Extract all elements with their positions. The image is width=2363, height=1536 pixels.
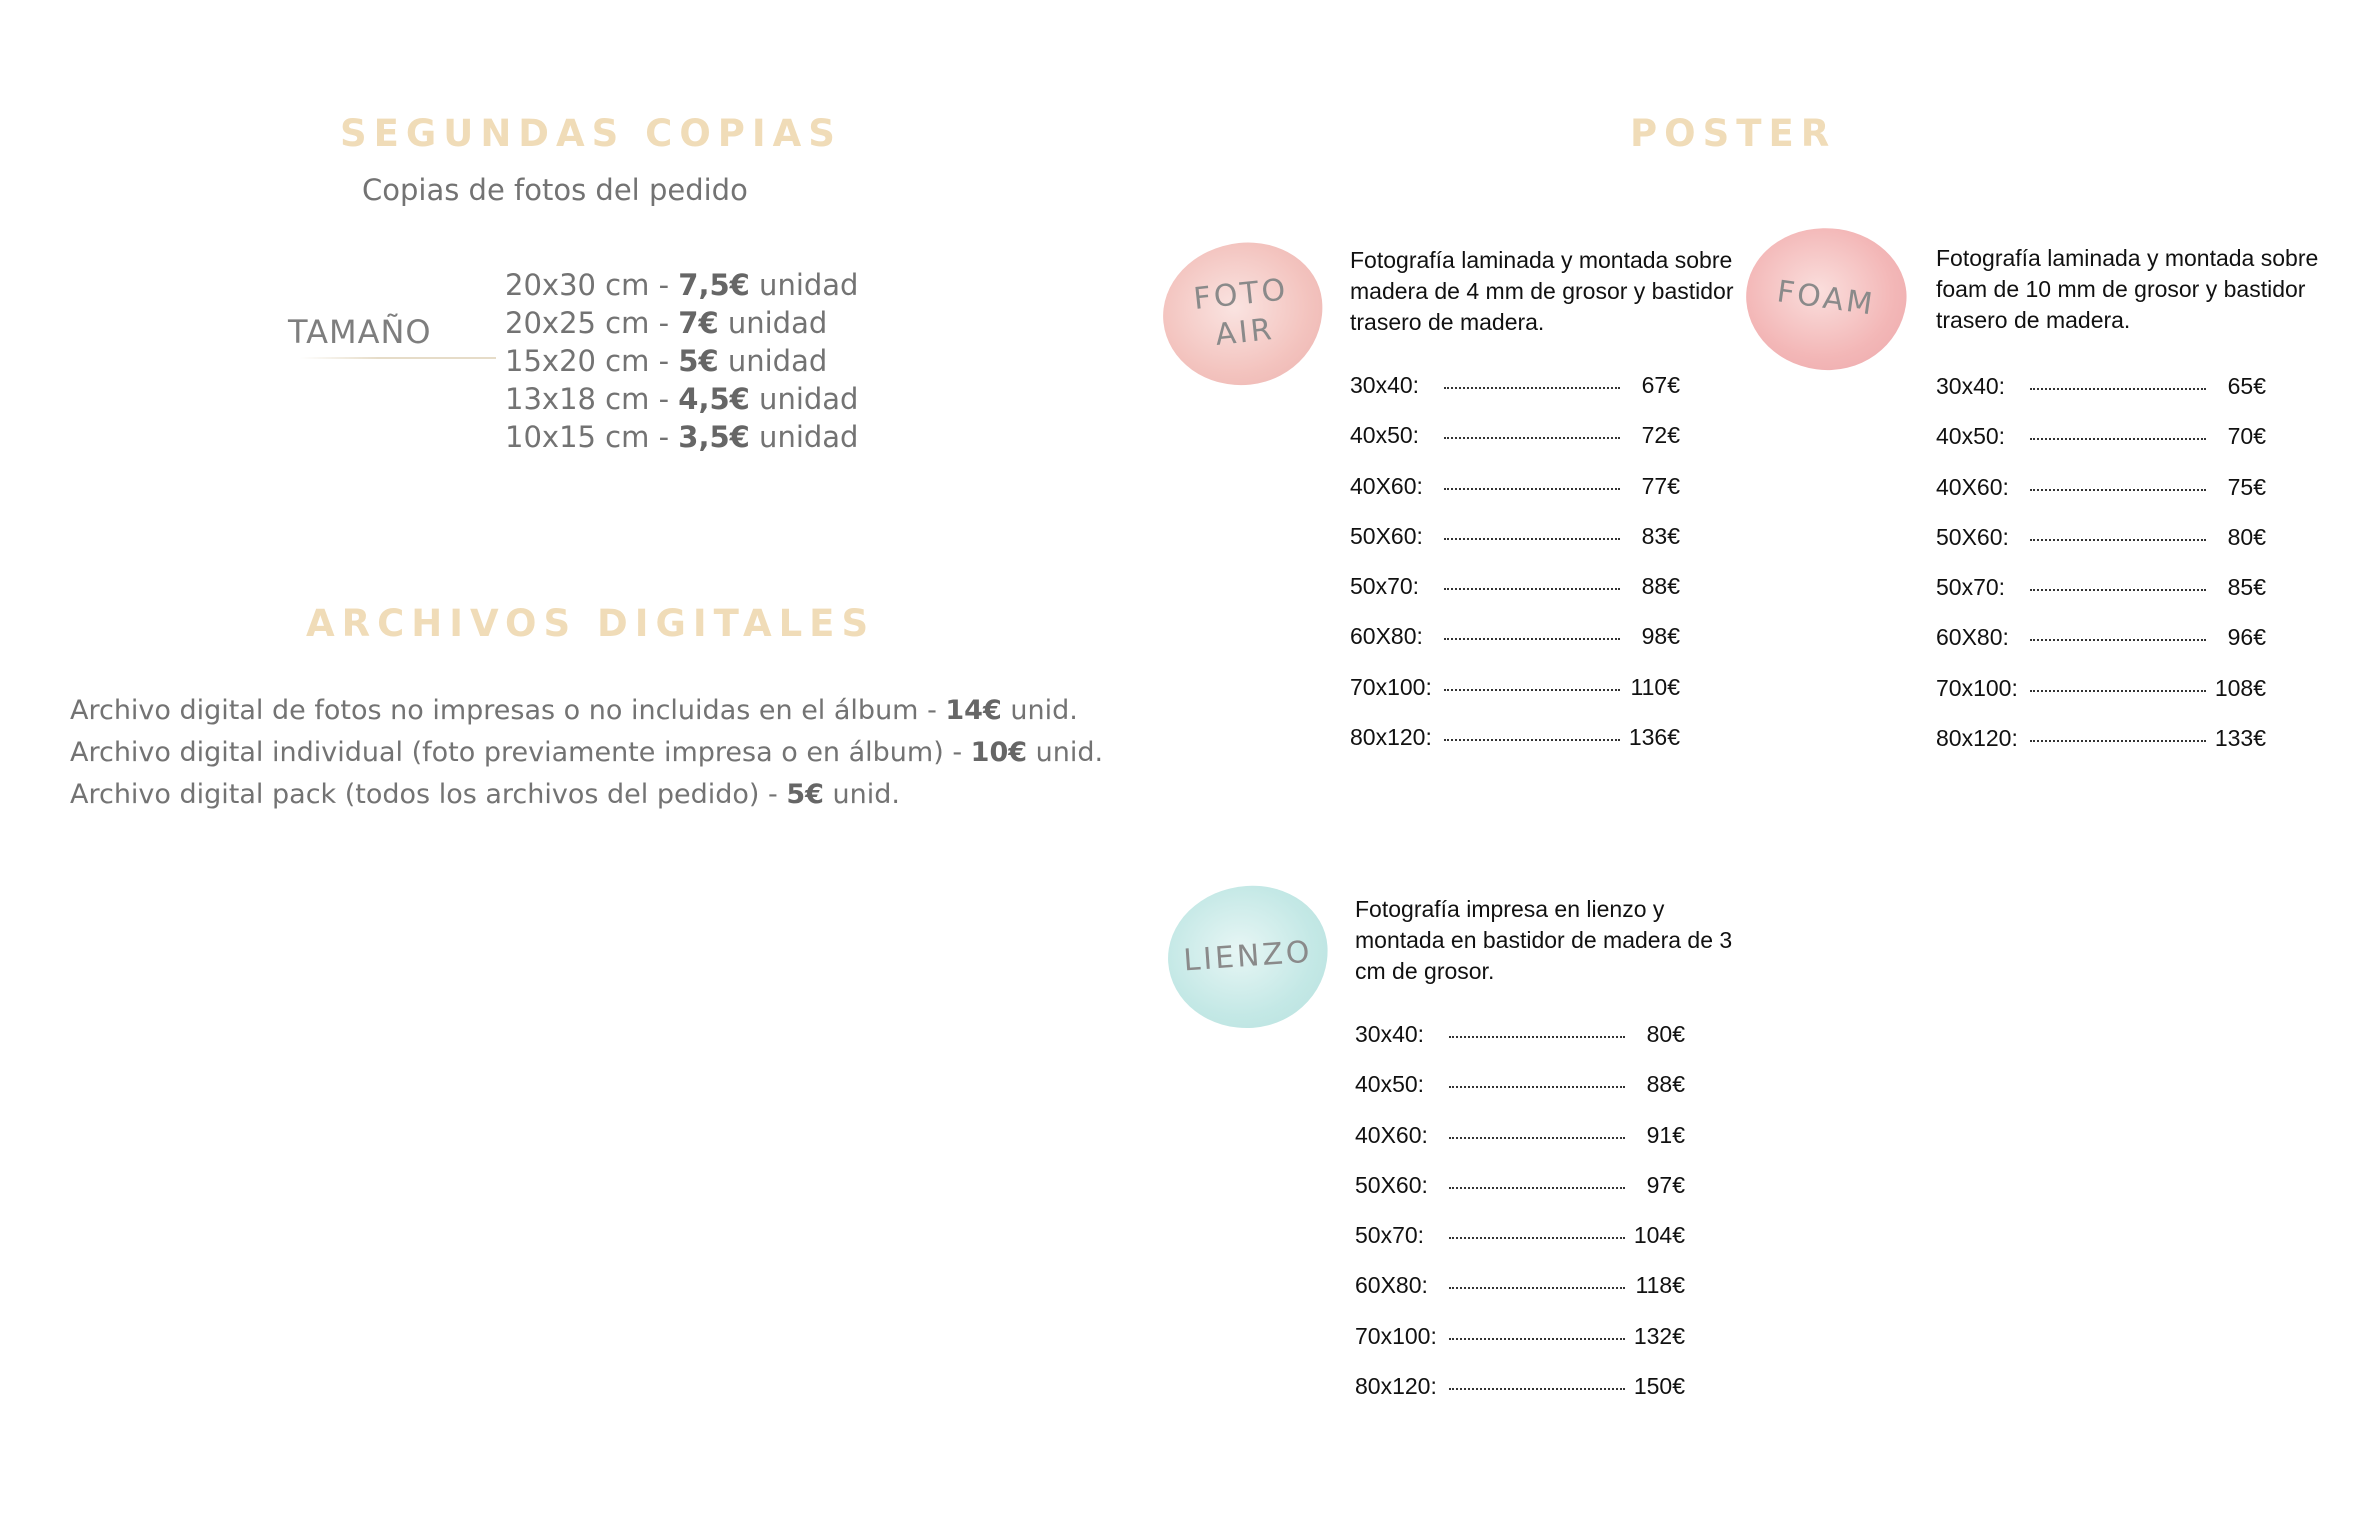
copy-price: 5€ xyxy=(678,344,719,378)
poster-title: POSTER xyxy=(1630,112,1837,155)
price-row xyxy=(1936,373,2266,423)
digital-file-price: 14€ xyxy=(945,695,1002,726)
price-value: 104€ xyxy=(1633,1222,1685,1249)
digital-file-price: 10€ xyxy=(970,737,1028,768)
price-value: 133€ xyxy=(2214,725,2266,752)
price-size: 50x70: xyxy=(1355,1222,1425,1249)
foto-air-badge xyxy=(1156,235,1330,393)
copy-unit: unidad xyxy=(749,420,859,454)
price-row xyxy=(1350,573,1680,623)
copy-size: 10x15 cm - xyxy=(505,420,679,454)
price-value: 65€ xyxy=(2227,373,2266,399)
foam-badge-label: FOAM xyxy=(1774,274,1878,323)
price-value: 98€ xyxy=(1641,623,1680,650)
dot-leader xyxy=(1449,1338,1625,1340)
digital-file-item xyxy=(70,732,1103,774)
price-value: 96€ xyxy=(2227,624,2266,651)
copy-price: 4,5€ xyxy=(678,382,750,416)
copy-size-row xyxy=(505,304,858,342)
copy-size: 13x18 cm - xyxy=(505,382,679,416)
price-size: 40x50: xyxy=(1355,1071,1425,1098)
copy-size: 15x20 cm - xyxy=(505,344,679,378)
dot-leader xyxy=(1444,387,1620,389)
dot-leader xyxy=(1444,689,1620,691)
copy-size: 20x25 cm - xyxy=(505,306,679,340)
price-value: 72€ xyxy=(1641,422,1680,449)
dot-leader xyxy=(2030,489,2206,491)
dot-leader xyxy=(1449,1388,1625,1390)
price-row xyxy=(1350,523,1680,573)
price-value: 110€ xyxy=(1630,673,1680,700)
price-size: 40x50: xyxy=(1350,422,1420,449)
copy-size-row xyxy=(505,266,858,304)
price-row xyxy=(1355,1021,1685,1071)
price-row xyxy=(1936,725,2266,775)
price-value: 88€ xyxy=(1646,1071,1685,1098)
price-value: 77€ xyxy=(1641,472,1680,499)
dot-leader xyxy=(1449,1287,1625,1289)
price-size: 60X80: xyxy=(1350,623,1423,650)
dot-leader xyxy=(2030,388,2206,390)
digital-file-unit: unid. xyxy=(1001,695,1078,726)
price-size: 80x120: xyxy=(1350,724,1432,751)
lienzo-description: Fotografía impresa en lienzo y montada en bastidor de madera de 3 cm de grosor. xyxy=(1355,896,1733,984)
copy-price: 3,5€ xyxy=(678,420,750,454)
price-size: 30x40: xyxy=(1355,1021,1425,1047)
price-row xyxy=(1350,623,1680,673)
digital-file-text: Archivo digital de fotos no impresas o no incluidas en el álbum - xyxy=(70,695,946,726)
dot-leader xyxy=(1444,638,1620,640)
digital-file-item xyxy=(70,774,1103,816)
price-row xyxy=(1936,624,2266,674)
price-size: 30x40: xyxy=(1350,372,1420,398)
dot-leader xyxy=(1449,1086,1625,1088)
digital-file-unit: unid. xyxy=(823,779,900,810)
price-row xyxy=(1355,1323,1685,1373)
price-value: 150€ xyxy=(1633,1373,1685,1400)
digital-file-item xyxy=(70,690,1103,732)
price-row xyxy=(1355,1222,1685,1272)
price-size: 50x70: xyxy=(1350,573,1420,600)
copy-unit: unidad xyxy=(718,306,828,340)
foto-air-badge-line1: FOTO xyxy=(1191,272,1290,317)
price-value: 132€ xyxy=(1633,1322,1685,1349)
segundas-copias-subtitle: Copias de fotos del pedido xyxy=(362,173,748,207)
digital-file-unit: unid. xyxy=(1027,737,1104,768)
dot-leader xyxy=(1449,1137,1625,1139)
price-size: 70x100: xyxy=(1355,1322,1437,1349)
price-size: 40X60: xyxy=(1355,1121,1428,1148)
dot-leader xyxy=(2030,589,2206,591)
foto-air-description: Fotografía laminada y montada sobre madera de 4 mm de grosor y bastidor trasero de madera. xyxy=(1350,247,1734,335)
foam-description: Fotografía laminada y montada sobre foam de 10 mm de grosor y bastidor trasero de madera. xyxy=(1936,245,2319,333)
price-size: 60X80: xyxy=(1355,1272,1428,1299)
price-value: 67€ xyxy=(1641,372,1680,398)
price-size: 40x50: xyxy=(1936,423,2006,450)
dot-leader xyxy=(1449,1187,1625,1189)
foam-badge xyxy=(1737,218,1915,381)
copy-size-row xyxy=(505,380,858,418)
dot-leader xyxy=(2030,740,2206,742)
price-value: 85€ xyxy=(2227,574,2266,601)
size-label: TAMAÑO xyxy=(288,313,432,351)
price-size: 50X60: xyxy=(1936,523,2009,550)
price-value: 91€ xyxy=(1646,1121,1685,1148)
dot-leader xyxy=(1444,588,1620,590)
price-row xyxy=(1350,724,1680,774)
price-size: 50X60: xyxy=(1355,1171,1428,1198)
segundas-copias-title: SEGUNDAS COPIAS xyxy=(340,112,842,155)
copy-price: 7,5€ xyxy=(678,268,750,302)
price-row xyxy=(1355,1373,1685,1423)
foam-price-table xyxy=(1936,373,2266,775)
dot-leader xyxy=(2030,539,2206,541)
price-row xyxy=(1936,524,2266,574)
lienzo-price-table xyxy=(1355,1021,1685,1423)
copy-unit: unidad xyxy=(718,344,828,378)
price-value: 108€ xyxy=(2214,674,2266,701)
price-row xyxy=(1355,1071,1685,1121)
price-value: 136€ xyxy=(1628,724,1680,751)
digital-file-text: Archivo digital individual (foto previamente impresa o en álbum) - xyxy=(70,737,971,768)
dot-leader xyxy=(2030,690,2206,692)
copy-size-row xyxy=(505,418,858,456)
price-size: 80x120: xyxy=(1355,1373,1437,1400)
price-size: 50X60: xyxy=(1350,522,1423,549)
price-value: 118€ xyxy=(1635,1272,1685,1299)
price-size: 60X80: xyxy=(1936,624,2009,651)
price-size: 50x70: xyxy=(1936,574,2006,601)
price-row xyxy=(1350,473,1680,523)
price-row xyxy=(1355,1122,1685,1172)
price-value: 88€ xyxy=(1641,573,1680,600)
dot-leader xyxy=(1444,488,1620,490)
dot-leader xyxy=(1449,1036,1625,1038)
price-row xyxy=(1355,1272,1685,1322)
price-size: 80x120: xyxy=(1936,725,2018,752)
price-size: 30x40: xyxy=(1936,373,2006,399)
price-row xyxy=(1936,423,2266,473)
price-row xyxy=(1936,474,2266,524)
price-size: 40X60: xyxy=(1936,473,2009,500)
dot-leader xyxy=(2030,639,2206,641)
dot-leader xyxy=(1444,437,1620,439)
price-row xyxy=(1355,1172,1685,1222)
copy-size: 20x30 cm - xyxy=(505,268,679,302)
foto-air-price-table xyxy=(1350,372,1680,774)
lienzo-badge-label: LIENZO xyxy=(1182,934,1314,979)
price-size: 70x100: xyxy=(1936,674,2018,701)
price-row xyxy=(1350,372,1680,422)
dot-leader xyxy=(1444,538,1620,540)
archivos-digitales-title: ARCHIVOS DIGITALES xyxy=(306,602,876,645)
copy-unit: unidad xyxy=(749,382,859,416)
digital-file-price: 5€ xyxy=(786,779,824,810)
foto-air-badge-line2: AIR xyxy=(1213,311,1277,353)
price-value: 97€ xyxy=(1646,1171,1685,1198)
price-value: 70€ xyxy=(2227,423,2266,450)
price-row xyxy=(1936,675,2266,725)
dot-leader xyxy=(2030,438,2206,440)
price-row xyxy=(1350,422,1680,472)
dot-leader xyxy=(1444,739,1620,741)
copy-price: 7€ xyxy=(678,306,719,340)
price-size: 40X60: xyxy=(1350,472,1423,499)
price-value: 80€ xyxy=(1646,1021,1685,1047)
copy-size-row xyxy=(505,342,858,380)
price-size: 70x100: xyxy=(1350,673,1432,700)
price-value: 80€ xyxy=(2227,523,2266,550)
copy-unit: unidad xyxy=(749,268,859,302)
size-label-underline xyxy=(300,357,496,359)
price-value: 75€ xyxy=(2227,473,2266,500)
digital-files-list xyxy=(70,690,1103,816)
digital-file-text: Archivo digital pack (todos los archivos del pedido) - xyxy=(70,779,787,810)
lienzo-badge xyxy=(1163,881,1333,1034)
price-row xyxy=(1350,674,1680,724)
dot-leader xyxy=(1449,1237,1625,1239)
price-value: 83€ xyxy=(1641,522,1680,549)
price-row xyxy=(1936,574,2266,624)
copy-size-list xyxy=(505,266,858,456)
